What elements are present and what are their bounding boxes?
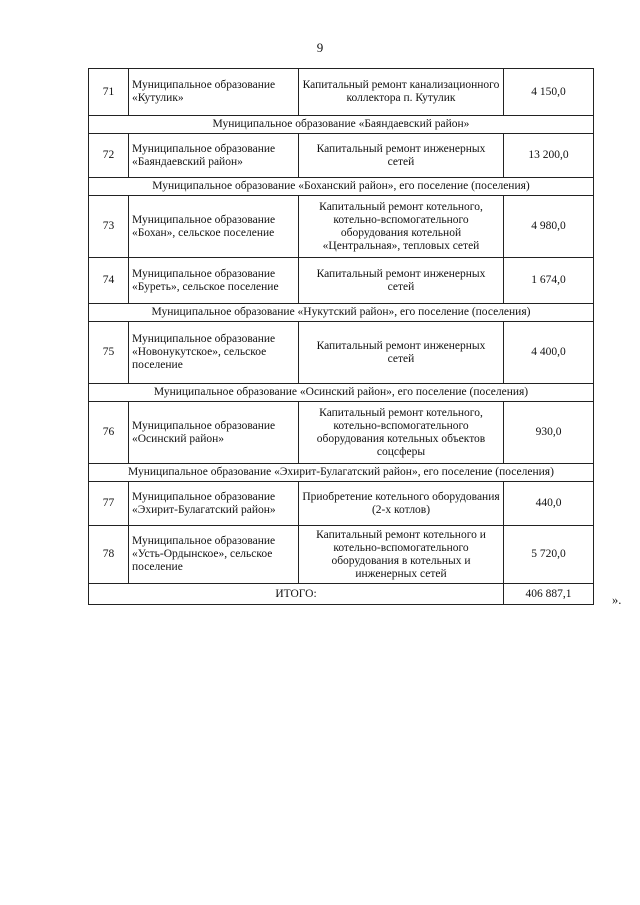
section-title: Муниципальное образование «Эхирит-Булагатский район», его поселение (поселения) xyxy=(89,464,594,482)
municipality-name: Муниципальное образование «Усть-Ордынское», сельское поселение xyxy=(129,526,299,584)
amount: 5 720,0 xyxy=(504,526,594,584)
section-title: Муниципальное образование «Нукутский район», его поселение (поселения) xyxy=(89,304,594,322)
row-number: 71 xyxy=(89,69,129,116)
work-description: Капитальный ремонт котельного и котельно-вспомогательного оборудования в котельных и инженерных сетей xyxy=(299,526,504,584)
row-number: 76 xyxy=(89,402,129,464)
row-number: 72 xyxy=(89,134,129,178)
budget-table xyxy=(88,68,594,605)
work-description: Приобретение котельного оборудования (2-х котлов) xyxy=(299,482,504,526)
row-number: 74 xyxy=(89,258,129,304)
municipality-name: Муниципальное образование «Буреть», сельское поселение xyxy=(129,258,299,304)
row-number: 78 xyxy=(89,526,129,584)
municipality-name: Муниципальное образование «Эхирит-Булагатский район» xyxy=(129,482,299,526)
table-row xyxy=(89,322,594,384)
section-title: Муниципальное образование «Баяндаевский район» xyxy=(89,116,594,134)
section-title: Муниципальное образование «Боханский район», его поселение (поселения) xyxy=(89,178,594,196)
work-description: Капитальный ремонт котельного, котельно-вспомогательного оборудования котельной «Центральная», тепловых сетей xyxy=(299,196,504,258)
total-label: ИТОГО: xyxy=(89,584,504,605)
amount: 4 980,0 xyxy=(504,196,594,258)
work-description: Капитальный ремонт инженерных сетей xyxy=(299,322,504,384)
page-number: 9 xyxy=(316,40,324,55)
table-row xyxy=(89,482,594,526)
municipality-name: Муниципальное образование «Баяндаевский район» xyxy=(129,134,299,178)
work-description: Капитальный ремонт канализационного коллектора п. Кутулик xyxy=(299,69,504,116)
section-row xyxy=(89,464,594,482)
amount: 4 150,0 xyxy=(504,69,594,116)
table-row xyxy=(89,258,594,304)
closing-quote-mark: ». xyxy=(612,593,622,607)
row-number: 75 xyxy=(89,322,129,384)
work-description: Капитальный ремонт котельного, котельно-вспомогательного оборудования котельных объектов соцсферы xyxy=(299,402,504,464)
total-row xyxy=(89,584,594,605)
section-row xyxy=(89,384,594,402)
amount: 13 200,0 xyxy=(504,134,594,178)
total-value: 406 887,1 xyxy=(504,584,594,605)
municipality-name: Муниципальное образование «Новонукутское», сельское поселение xyxy=(129,322,299,384)
municipality-name: Муниципальное образование «Кутулик» xyxy=(129,69,299,116)
section-row xyxy=(89,116,594,134)
municipality-name: Муниципальное образование «Осинский район» xyxy=(129,402,299,464)
row-number: 73 xyxy=(89,196,129,258)
table-row xyxy=(89,402,594,464)
table-row xyxy=(89,196,594,258)
amount: 930,0 xyxy=(504,402,594,464)
table-row xyxy=(89,134,594,178)
amount: 1 674,0 xyxy=(504,258,594,304)
amount: 440,0 xyxy=(504,482,594,526)
amount: 4 400,0 xyxy=(504,322,594,384)
work-description: Капитальный ремонт инженерных сетей xyxy=(299,134,504,178)
table-row xyxy=(89,526,594,584)
section-title: Муниципальное образование «Осинский район», его поселение (поселения) xyxy=(89,384,594,402)
municipality-name: Муниципальное образование «Бохан», сельское поселение xyxy=(129,196,299,258)
work-description: Капитальный ремонт инженерных сетей xyxy=(299,258,504,304)
section-row xyxy=(89,178,594,196)
table-row xyxy=(89,69,594,116)
section-row xyxy=(89,304,594,322)
row-number: 77 xyxy=(89,482,129,526)
